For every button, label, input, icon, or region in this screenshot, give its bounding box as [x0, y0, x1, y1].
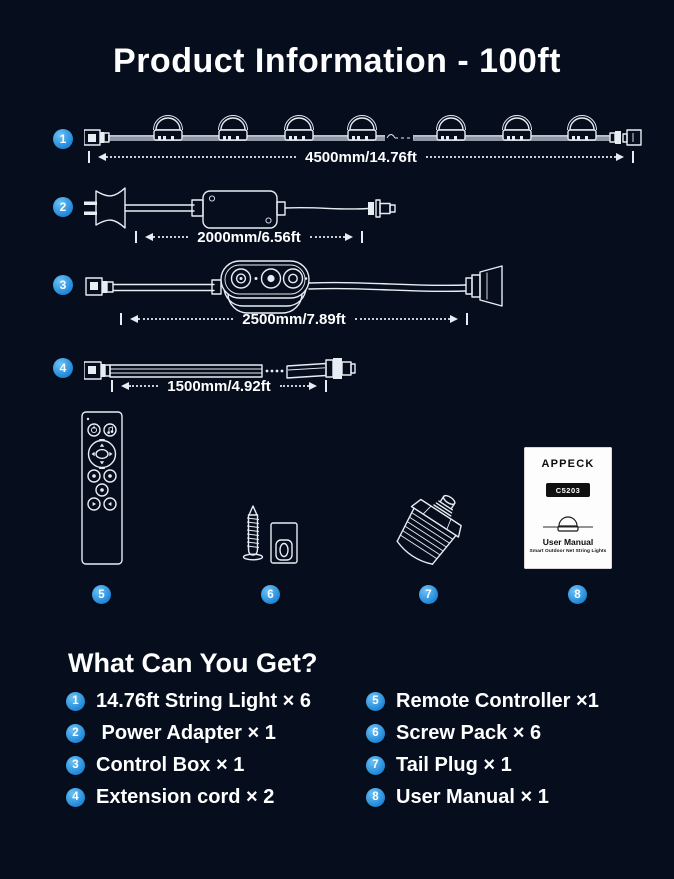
dim-dash	[426, 156, 616, 158]
checklist-left-column	[66, 690, 358, 808]
screw-pack-icon	[237, 503, 303, 566]
item-6-badge: 6	[261, 585, 280, 604]
dimension-line-power-adapter	[135, 229, 363, 245]
dim-end-bar	[466, 313, 468, 325]
dim-dash	[129, 385, 158, 387]
manual-brand: APPECK	[541, 458, 595, 470]
item-label: Extension cord × 2	[96, 785, 275, 808]
list-item	[366, 754, 666, 776]
dim-dash	[310, 236, 345, 238]
page-title: Product Information - 100ft	[113, 42, 561, 80]
dimension-label: 2500mm/7.89ft	[242, 310, 346, 328]
dim-arrow-right	[309, 382, 325, 390]
item-label: User Manual × 1	[396, 785, 549, 808]
dim-dash	[355, 318, 450, 320]
item-number-badge: 3	[66, 756, 85, 775]
diagram-1-badge: 1	[53, 129, 73, 149]
item-8-badge: 8	[568, 585, 587, 604]
dim-arrow-left	[137, 233, 153, 241]
dimension-label: 2000mm/6.56ft	[197, 228, 301, 246]
dim-arrow-right	[616, 153, 632, 161]
dimension-line-string-light	[88, 149, 634, 165]
bulb-icon	[543, 511, 593, 535]
item-number-badge: 2	[66, 724, 85, 743]
dim-end-bar	[632, 151, 634, 163]
checklist-right-column	[366, 690, 666, 808]
remote-controller-icon	[80, 410, 124, 566]
screw-icon	[244, 506, 263, 560]
manual-title: User Manual	[542, 537, 594, 547]
dimension-line-control-box	[120, 311, 468, 327]
diagram-4-badge: 4	[53, 358, 73, 378]
list-item	[66, 786, 358, 808]
dim-dash	[138, 318, 233, 320]
user-manual-card	[524, 447, 612, 569]
item-label: Power Adapter × 1	[96, 721, 276, 744]
dim-end-bar	[361, 231, 363, 243]
item-number-badge: 6	[366, 724, 385, 743]
dim-end-bar	[325, 380, 327, 392]
item-label: 14.76ft String Light × 6	[96, 689, 312, 712]
item-label: Control Box × 1	[96, 753, 245, 776]
list-item	[366, 722, 666, 744]
dim-arrow-right	[450, 315, 466, 323]
item-number-badge: 1	[66, 692, 85, 711]
dim-dash	[106, 156, 296, 158]
manual-subtitle: Smart Outdoor Net String Lights	[529, 548, 607, 554]
dim-dash	[280, 385, 309, 387]
dim-arrow-left	[90, 153, 106, 161]
item-number-badge: 8	[366, 788, 385, 807]
item-label: Screw Pack × 6	[396, 721, 542, 744]
list-item	[66, 690, 358, 712]
item-number-badge: 7	[366, 756, 385, 775]
dim-arrow-right	[345, 233, 361, 241]
tail-plug-icon	[390, 487, 468, 571]
diagram-2-badge: 2	[53, 197, 73, 217]
checklist-heading: What Can You Get?	[68, 648, 318, 678]
item-label: Remote Controller ×1	[396, 689, 599, 712]
dimension-label: 4500mm/14.76ft	[305, 148, 417, 166]
control-box-diagram	[82, 258, 510, 318]
item-5-badge: 5	[92, 585, 111, 604]
item-label: Tail Plug × 1	[396, 753, 512, 776]
dim-dash	[153, 236, 188, 238]
list-item	[66, 754, 358, 776]
dim-arrow-left	[122, 315, 138, 323]
item-number-badge: 5	[366, 692, 385, 711]
list-item	[366, 786, 666, 808]
wall-clip-icon	[271, 523, 297, 563]
dimension-label: 1500mm/4.92ft	[167, 377, 271, 395]
item-7-badge: 7	[419, 585, 438, 604]
dimension-line-extension-cord	[111, 378, 327, 394]
dim-arrow-left	[113, 382, 129, 390]
manual-model-badge: C5203	[546, 483, 591, 497]
list-item	[366, 690, 666, 712]
diagram-3-badge: 3	[53, 275, 73, 295]
item-number-badge: 4	[66, 788, 85, 807]
list-item	[66, 722, 358, 744]
